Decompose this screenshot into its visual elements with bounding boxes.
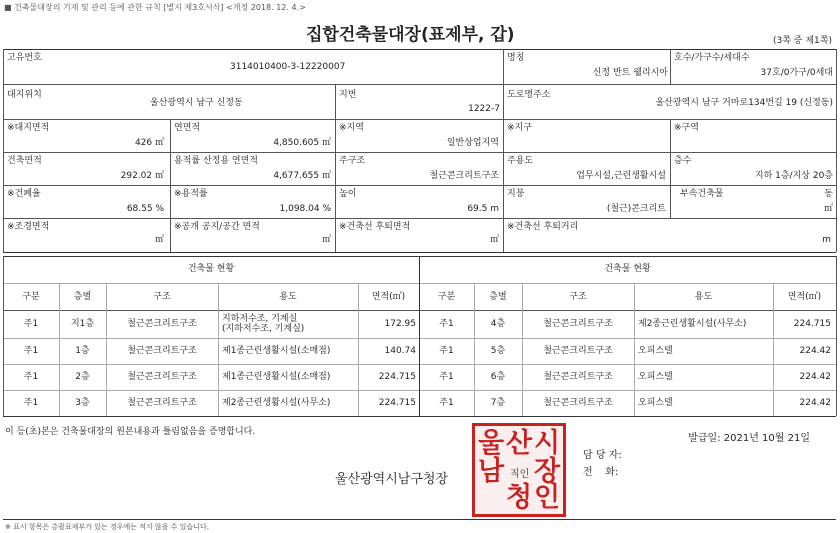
row-use-detail: (지하저수조, 기계실) <box>222 324 305 334</box>
row-structure: 철근콘크리트구조 <box>543 372 613 382</box>
page-info: (3쪽 중 제1쪽) <box>773 36 832 46</box>
row-floor: 1층 <box>75 346 90 356</box>
row-structure: 철근콘크리트구조 <box>543 398 613 408</box>
page-title: 집합건축물대장(표제부, 갑) <box>306 25 515 45</box>
annex-area-unit: ㎡ <box>823 204 833 214</box>
site-location-value: 울산광역시 남구 신정동 <box>150 98 243 108</box>
id-value: 3114010400-3-12220007 <box>230 62 346 72</box>
setback-distance-label: ※건축선 후퇴거리 <box>507 222 579 232</box>
floor-area-ratio-label: ※용적률 <box>174 189 208 199</box>
units-label: 호수/가구수/세대수 <box>674 53 750 63</box>
row-type: 주1 <box>23 398 39 408</box>
phone-label: 전 화: <box>583 467 619 478</box>
row-use: 제2종근린생활시설(사무소) <box>638 319 747 329</box>
row-area: 224.42 <box>799 346 831 356</box>
row-type: 주1 <box>439 398 454 408</box>
floor-area-ratio-value: 1,098.04 % <box>279 204 331 214</box>
open-space-unit: ㎡ <box>321 235 331 245</box>
row-area: 224.42 <box>799 372 831 382</box>
col-area: 면적(㎡) <box>371 292 406 302</box>
row-type: 주1 <box>439 319 454 329</box>
row-floor: 5층 <box>490 346 506 356</box>
col-structure: 구조 <box>569 292 587 302</box>
row-type: 주1 <box>23 372 39 382</box>
height-label: 높이 <box>339 189 357 199</box>
open-space-label: ※공개 공지/공간 면적 <box>174 222 260 232</box>
zone-value: 일반상업지역 <box>446 138 499 148</box>
main-structure-label: 주구조 <box>339 156 366 166</box>
row-type: 주1 <box>439 346 454 356</box>
handler-label: 담 당 자: <box>583 450 622 461</box>
coverage-ratio-label: ※건폐율 <box>7 189 41 199</box>
row-structure: 철근콘크리트구조 <box>127 319 197 329</box>
row-use: 제1종근린생활시설(소매점) <box>222 346 331 356</box>
total-floor-area-value: 4,850.605 ㎡ <box>273 138 331 148</box>
row-area: 140.74 <box>384 346 416 356</box>
col-floor: 층별 <box>73 292 92 302</box>
height-value: 69.5 m <box>467 204 499 214</box>
total-floor-area-label: 연면적 <box>174 123 201 133</box>
status-title-left: 건축물 현황 <box>187 264 235 274</box>
id-label: 고유번호 <box>7 53 42 63</box>
main-use-label: 주용도 <box>507 156 534 166</box>
roof-value: (철근)콘크리트 <box>606 204 666 214</box>
row-area: 224.715 <box>793 319 831 329</box>
row-floor: 3층 <box>75 398 90 408</box>
col-type: 구분 <box>22 292 40 302</box>
far-floor-area-label: 용적률 산정용 연면적 <box>174 156 258 166</box>
roof-label: 지붕 <box>507 189 525 199</box>
col-structure: 구조 <box>153 292 171 302</box>
col-type: 구분 <box>437 292 456 302</box>
main-use-value: 업무시설,근린생활시설 <box>576 171 666 181</box>
building-area-label: 건축면적 <box>7 156 42 166</box>
row-use: 제2종근린생활시설(사무소) <box>222 398 331 408</box>
floors-label: 층수 <box>674 156 692 166</box>
col-use: 용도 <box>694 292 713 302</box>
form-regulation-note: ■ 건축물대장의 기재 및 관리 등에 관한 규칙 [별지 제3호서식] <개정 2018. 12. 4.> <box>4 3 306 12</box>
row-structure: 철근콘크리트구조 <box>127 398 197 408</box>
zone-label: ※지역 <box>339 123 364 133</box>
name-value: 신정 반트 웰리시아 <box>592 68 668 78</box>
row-area: 224.715 <box>378 372 416 382</box>
row-use: 오피스텔 <box>638 346 673 356</box>
row-use: 오피스텔 <box>638 372 673 382</box>
landscape-area-unit: ㎡ <box>154 235 164 245</box>
row-floor: 지1층 <box>70 319 95 329</box>
row-type: 주1 <box>439 372 454 382</box>
annex-count-unit: 동 <box>824 189 833 199</box>
building-area-value: 292.02 ㎡ <box>120 171 164 181</box>
row-use: 오피스텔 <box>638 398 673 408</box>
landscape-area-label: ※조경면적 <box>7 222 50 232</box>
row-use: 지하저수조, 기계실 <box>222 314 298 324</box>
lot-number-value: 1222-7 <box>468 104 500 114</box>
district-label: ※지구 <box>507 123 532 133</box>
row-area: 172.95 <box>384 319 416 329</box>
sector-label: ※구역 <box>674 123 699 133</box>
units-value: 37호/0가구/0세대 <box>760 68 833 78</box>
road-address-value: 울산광역시 남구 거마로134번길 19 (신정동) <box>655 98 833 108</box>
col-floor: 층별 <box>489 292 507 302</box>
issuer-name: 울산광역시남구청장 <box>335 472 449 487</box>
land-area-label: ※대지면적 <box>7 123 50 133</box>
row-floor: 2층 <box>75 372 90 382</box>
setback-distance-unit: m <box>822 235 831 245</box>
status-title-right: 건축물 현황 <box>604 264 651 274</box>
floors-value: 지하 1층/지상 20층 <box>754 171 833 181</box>
col-area: 면적(㎡) <box>787 292 822 302</box>
row-structure: 철근콘크리트구조 <box>543 346 613 356</box>
far-floor-area-value: 4,677.655 ㎡ <box>273 171 331 181</box>
row-floor: 6층 <box>490 372 506 382</box>
row-structure: 철근콘크리트구조 <box>543 319 613 329</box>
setback-area-label: ※건축선 후퇴면적 <box>339 222 411 232</box>
site-location-label: 대지위치 <box>7 90 42 100</box>
row-type: 주1 <box>23 346 39 356</box>
issue-date: 발급일: 2021년 10월 21일 <box>688 433 810 444</box>
row-type: 주1 <box>23 319 39 329</box>
row-area: 224.42 <box>799 398 831 408</box>
col-use: 용도 <box>279 292 297 302</box>
row-structure: 철근콘크리트구조 <box>127 372 197 382</box>
road-address-label: 도로명주소 <box>507 90 551 100</box>
main-structure-value: 철근콘크리트구조 <box>429 171 499 181</box>
seal-center-label: 직인 <box>510 469 530 480</box>
annex-building-label: 부속건축물 <box>680 189 724 199</box>
land-area-value: 426 ㎡ <box>134 138 164 148</box>
row-use: 제1종근린생활시설(소매점) <box>222 372 331 382</box>
lot-number-label: 지번 <box>339 90 357 100</box>
bottom-note: ※ 표시 항목은 총괄표제부가 있는 경우에는 적지 않을 수 있습니다. <box>5 523 209 531</box>
row-floor: 7층 <box>490 398 506 408</box>
setback-area-unit: ㎡ <box>489 235 499 245</box>
name-label: 명칭 <box>507 53 525 63</box>
row-area: 224.715 <box>378 398 416 408</box>
row-structure: 철근콘크리트구조 <box>127 346 197 356</box>
official-seal: 울 남 산 청 시 장 인 직인 <box>472 423 566 517</box>
certification-statement: 이 등(초)본은 건축물대장의 원본내용과 틀림없음을 증명합니다. <box>5 427 256 437</box>
coverage-ratio-value: 68.55 % <box>126 204 164 214</box>
row-floor: 4층 <box>490 319 506 329</box>
